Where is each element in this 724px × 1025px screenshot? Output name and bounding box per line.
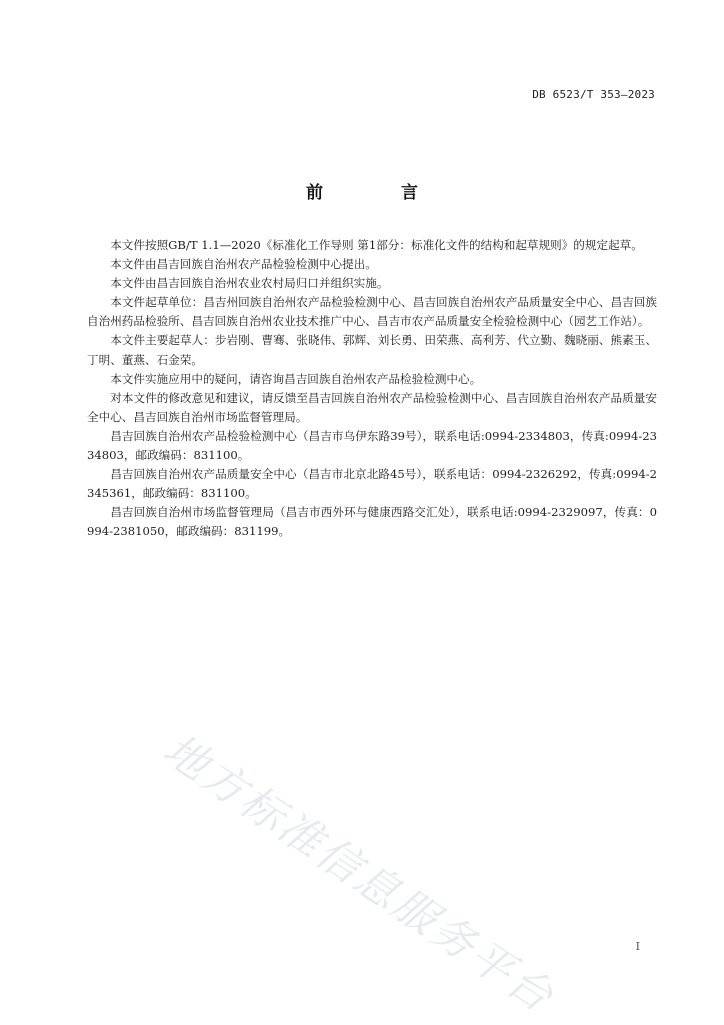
paragraph-drafters: 本文件主要起草人：步岩刚、曹骞、张晓伟、郭辉、刘长勇、田荣燕、高利芳、代立勤、魏晓丽、熊素玉、丁明、董燕、石金荣。 bbox=[87, 333, 657, 367]
paragraph-inquiries: 本文件实施应用中的疑问，请咨询昌吉回族自治州农产品检验检测中心。 bbox=[110, 371, 482, 386]
document-code: DB 6523/T 353—2023 bbox=[532, 88, 655, 101]
foreword-body bbox=[87, 236, 657, 542]
paragraph-drafting-rules: 本文件按照GB/T 1.1—2020《标准化工作导则 第1部分：标准化文件的结构和起草规则》的规定起草。 bbox=[110, 238, 643, 252]
page-title: 前 言 bbox=[306, 183, 454, 203]
page-number: I bbox=[635, 940, 640, 953]
paragraph-proposer: 本文件由昌吉回族自治州农产品检验检测中心提出。 bbox=[110, 257, 377, 272]
paragraph-contact-market-bureau: 昌吉回族自治州市场监督管理局（昌吉市西外环与健康西路交汇处），联系电话:0994-2329097，传真：0994-2381050，邮政编码：831199。 bbox=[87, 505, 657, 539]
paragraph-feedback: 对本文件的修改意见和建议，请反馈至昌吉回族自治州农产品检验检测中心、昌吉回族自治州农产品质量安全中心、昌吉回族自治州市场监督管理局。 bbox=[87, 390, 657, 424]
paragraph-contact-quality-center: 昌吉回族自治州农产品质量安全中心（昌吉市北京北路45号），联系电话：0994-2326292，传真:0994-2345361，邮政编码：831100。 bbox=[87, 467, 657, 501]
paragraph-contact-testing-center: 昌吉回族自治州农产品检验检测中心（昌吉市乌伊东路39号），联系电话:0994-2334803，传真:0994-2334803，邮政编码：831100。 bbox=[87, 428, 657, 463]
watermark: 地方标准信息服务平台 bbox=[154, 724, 564, 1024]
paragraph-administrator: 本文件由昌吉回族自治州农业农村局归口并组织实施。 bbox=[110, 276, 389, 291]
paragraph-drafting-units: 本文件起草单位：昌吉州回族自治州农产品检验检测中心、昌吉回族自治州农产品质量安全中心、昌吉回族自治州药品检验所、昌吉回族自治州农业技术推广中心、昌吉市农产品质量安全检验检测中心（园艺工作站）。 bbox=[87, 295, 657, 329]
